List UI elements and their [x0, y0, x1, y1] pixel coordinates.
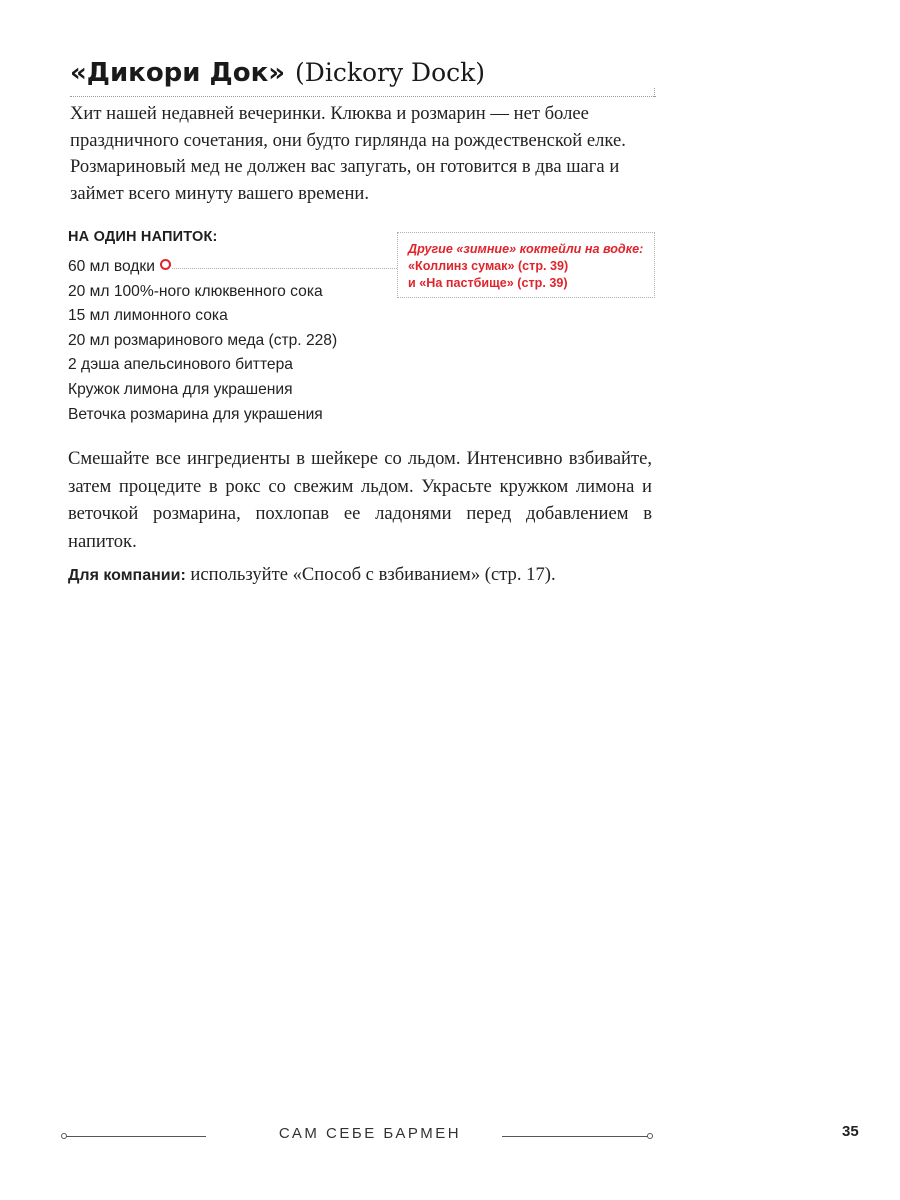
company-text: используйте «Способ с взбиванием» (стр. 17).: [185, 564, 556, 585]
recipe-title: [70, 58, 655, 88]
ingredient-item: 20 мл 100%-ного клюквенного сока: [68, 282, 323, 300]
related-cocktails-sidebar: [397, 232, 655, 298]
footer-rule-right: [502, 1136, 648, 1137]
ingredient-item: 15 мл лимонного сока: [68, 307, 228, 325]
ingredient-item: 20 мл розмаринового меда (стр. 228): [68, 331, 338, 349]
ingredients-list: [68, 255, 388, 427]
company-label: Для компании:: [68, 567, 186, 584]
circle-marker-icon: [160, 259, 171, 270]
ingredient-item: 2 дэша апельсинового биттера: [68, 356, 293, 374]
recipe-title-ru: «Дикори Док»: [70, 58, 286, 88]
sidebar-link-1: «Коллинз сумак» (стр. 39): [408, 259, 569, 273]
sidebar-link-2: и «На пастбище» (стр. 39): [408, 276, 568, 290]
footer-dot-right: [647, 1133, 653, 1139]
footer-rule-left: [66, 1136, 206, 1137]
ingredient-item: Веточка розмарина для украшения: [68, 405, 323, 423]
company-tip: [68, 562, 658, 589]
sidebar-connector-line: [172, 268, 397, 269]
title-divider: [70, 96, 656, 97]
sidebar-lead: Другие «зимние» коктейли на водке:: [408, 242, 644, 256]
ingredient-text: 60 мл водки: [68, 258, 155, 275]
recipe-title-en: (Dickory Dock): [295, 58, 486, 87]
recipe-method: Смешайте все ингредиенты в шейкере со льдом. Интенсивно взбивайте, затем процедите в рокс со свежим льдом. Украсьте кружком лимона и веточкой розмарина, похлопав ее ладонями перед добавлением в напиток.: [68, 448, 652, 552]
ingredient-item: Кружок лимона для украшения: [68, 380, 293, 398]
recipe-intro: Хит нашей недавней вечеринки. Клюква и розмарин — нет более праздничного сочетания, они будто гирлянда на рождественской елке. Розмариновый мед не должен вас запугать, он готовится в два шага и займет всего минуту вашего времени.: [70, 103, 626, 204]
page-number: 35: [842, 1123, 859, 1140]
sidebar-text: [408, 241, 643, 292]
title-divider-end: [654, 88, 655, 97]
ingredients-heading: НА ОДИН НАПИТОК:: [68, 229, 218, 245]
running-footer-title: САМ СЕБЕ БАРМЕН: [278, 1125, 462, 1142]
